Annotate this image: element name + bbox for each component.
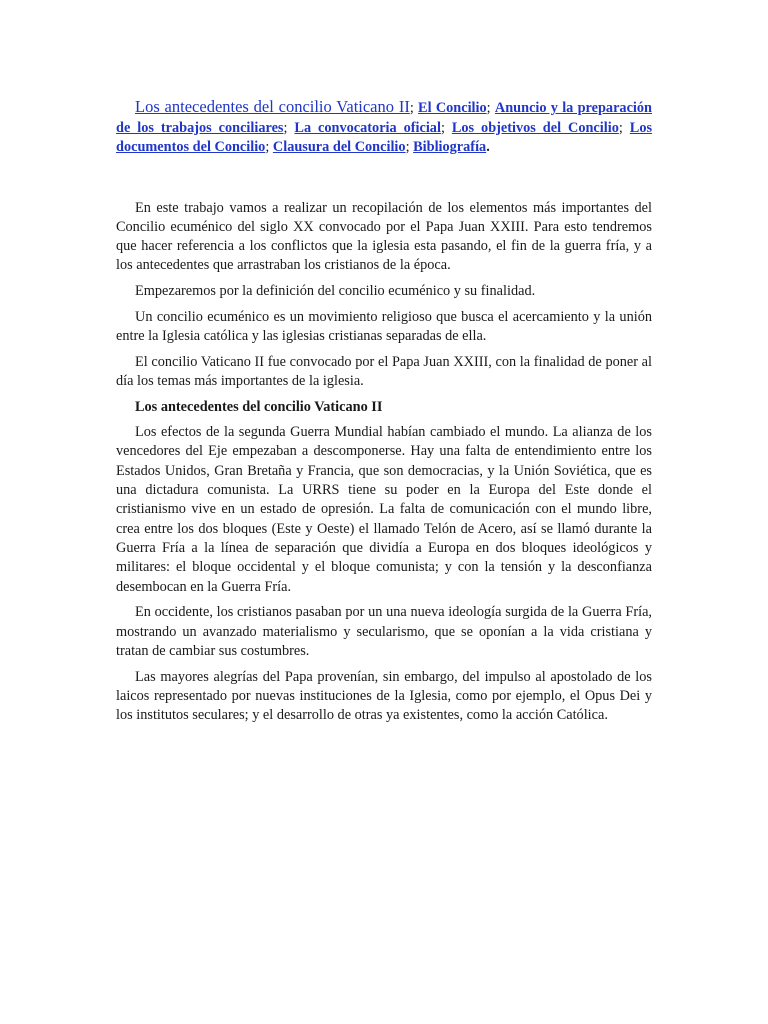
document-page [116,97,652,732]
section-heading: Los antecedentes del concilio Vaticano II [135,399,383,416]
intro-paragraph-4: El concilio Vaticano II fue convocado por el Papa Juan XXIII, con la finalidad de poner al día los temas más importantes de la iglesia. [116,354,652,390]
toc-link-documentos[interactable]: Los documentos del Concilio [116,119,653,155]
toc-separator: ; [265,139,273,155]
toc-link-el-concilio[interactable]: El Concilio [418,100,487,116]
toc-separator: ; [486,100,495,116]
toc-separator: ; [618,119,630,136]
section-paragraph-3: Las mayores alegrías del Papa provenían, sin embargo, del impulso al apostolado de los laicos representado por nuevas instituciones de la Iglesia, como por ejemplo, el Opus Dei y los institutos seculares; y el desarrollo de otras ya existentes, como la acción Católica. [116,668,652,724]
section-paragraph-2: En occidente, los cristianos pasaban por un una nueva ideología surgida de la Guerra Fría, mostrando un avanzado materialismo y secularismo, que se oponían a la vida cristiana y tratan de cambiar sus costumbres. [116,604,652,659]
toc-link-bibliografia[interactable]: Bibliografía [413,139,487,155]
section-paragraph-1: Los efectos de la segunda Guerra Mundial habían cambiado el mundo. La alianza de los vencedores del Eje empezaban a descomponerse. Hay una falta de entendimiento entre los Estados Unidos, Gran Bretaña y Francia, que son democracias, y la Unión Soviética, que es una dictadura comunista. La URRS tiene su poder en la Europa del Este donde el cristianismo vive en un estado de opresión. La falta de comunicación con el mundo libre, crea entre los dos bloques (Este y Oeste) el llamado Telón de Acero, así se llamó durante la Guerra Fría a la línea de separación que dividía a Europa en dos bloques ideológicos y militares: el bloque occidental y el bloque comunista; y con la tensión y la desconfianza desembocan en la Guerra Fría. [116,424,652,595]
toc-link-clausura[interactable]: Clausura del Concilio [272,139,406,155]
intro-paragraph-3: Un concilio ecuménico es un movimiento religioso que busca el acercamiento y la unión entre la Iglesia católica y las iglesias cristianas separadas de ella. [116,308,652,345]
toc-link-antecedentes[interactable]: Los antecedentes del concilio Vaticano II [135,97,410,116]
intro-paragraph-1: En este trabajo vamos a realizar un recopilación de los elementos más importantes del Concilio ecuménico del siglo XX convocado por el Papa Juan XXIII. Para esto tendremos que hacer referencia a los conflictos que la iglesia esta pasando, el fin de la guerra fría, y a los antecedentes que arrastraban los cristianos de la época. [116,199,652,274]
toc-link-objetivos[interactable]: Los objetivos del Concilio [451,119,619,136]
document-body [116,199,652,726]
intro-paragraph-2: Empezaremos por la definición del concilio ecuménico y su finalidad. [135,283,536,300]
toc-separator: ; [409,100,419,116]
toc-link-anuncio[interactable]: Anuncio y la preparación de los trabajos conciliares [116,100,652,136]
toc-separator: ; [440,119,452,136]
toc-separator: ; [283,119,295,136]
toc-link-convocatoria[interactable]: La convocatoria oficial [294,119,441,136]
table-of-contents [116,97,652,158]
toc-end-period: . [486,139,490,155]
toc-separator: ; [405,139,414,155]
